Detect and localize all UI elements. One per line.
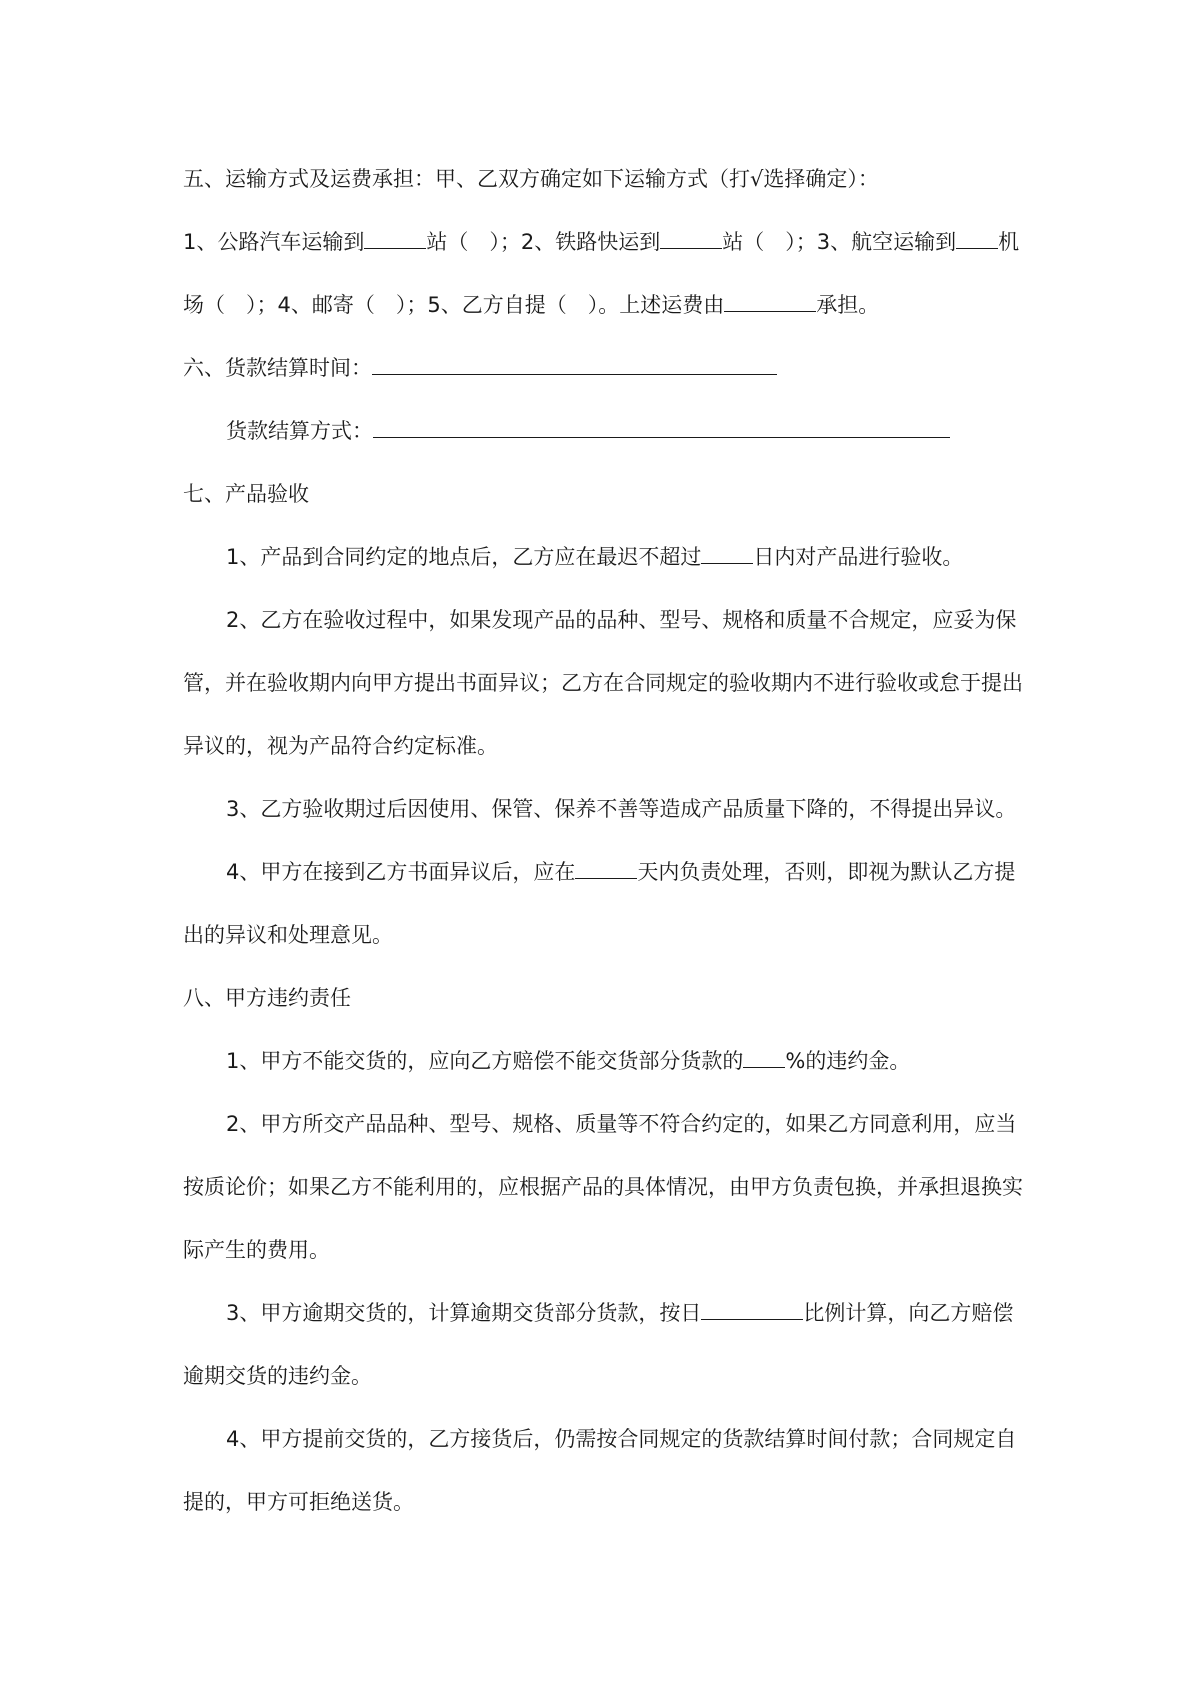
text-air-transport: 站（ ）；3、航空运输到 [722, 230, 957, 254]
clause-8-item-4-line-2 [183, 1487, 1033, 1517]
text-late-delivery: 3、甲方逾期交货的，计算逾期交货部分货款，按日 [226, 1301, 702, 1325]
paragraph-text: 2、乙方在验收过程中，如果发现产品的品种、型号、规格和质量不合规定，应妥为保 [226, 608, 1017, 632]
clause-8-heading [183, 983, 1033, 1013]
clause-7-item-2-line-3 [183, 731, 1033, 761]
clause-7-item-2-line-2 [183, 668, 1033, 698]
text-penalty-percent: %的违约金。 [785, 1049, 911, 1073]
settlement-time-blank[interactable] [372, 354, 777, 375]
clause-8-item-4-line-1 [226, 1424, 1033, 1454]
clause-8-item-2-line-1 [226, 1109, 1033, 1139]
clause-8-title: 八、甲方违约责任 [183, 986, 351, 1010]
clause-7-item-3 [226, 794, 1033, 824]
paragraph-text: 出的异议和处理意见。 [183, 923, 393, 947]
paragraph-text: 提的，甲方可拒绝送货。 [183, 1490, 414, 1514]
clause-8-item-3-line-2 [183, 1361, 1033, 1391]
clause-8-item-2-line-2 [183, 1172, 1033, 1202]
text-rail-transport: 站（ ）；2、铁路快运到 [426, 230, 661, 254]
text-bear: 承担。 [816, 293, 880, 317]
inspection-days-blank[interactable] [701, 543, 753, 564]
paragraph-text: 管，并在验收期内向甲方提出书面异议；乙方在合同规定的验收期内不进行验收或怠于提出 [183, 671, 1023, 695]
daily-rate-blank[interactable] [701, 1299, 803, 1320]
airport-blank[interactable] [956, 228, 998, 249]
clause-5-options-line-2 [183, 290, 1033, 320]
clause-5-heading [183, 164, 1033, 194]
clause-7-heading [183, 479, 1033, 509]
penalty-percent-blank[interactable] [743, 1047, 785, 1068]
text-road-transport: 1、公路汽车运输到 [183, 230, 365, 254]
clause-7-item-1 [226, 542, 1033, 572]
text-settlement-method: 货款结算方式： [226, 419, 373, 443]
clause-6-settlement-time [183, 353, 1033, 383]
text-inspection-within-days: 日内对产品进行验收。 [753, 545, 964, 569]
paragraph-text: 3、乙方验收期过后因使用、保管、保养不善等造成产品质量下降的，不得提出异议。 [226, 797, 1017, 821]
clause-5-options-line-1 [183, 227, 1033, 257]
text-airport-char: 机 [998, 230, 1020, 254]
clause-5-text: 五、运输方式及运费承担：甲、乙双方确定如下运输方式（打√选择确定）： [183, 167, 879, 191]
objection-days-blank[interactable] [575, 858, 637, 879]
text-settlement-time: 六、货款结算时间： [183, 356, 372, 380]
clause-7-item-4-line-2 [183, 920, 1033, 950]
text-freight-borne-by: 场（ ）；4、邮寄（ ）；5、乙方自提（ ）。上述运费由 [183, 293, 725, 317]
clause-8-item-2-line-3 [183, 1235, 1033, 1265]
rail-station-blank[interactable] [660, 228, 722, 249]
text-inspection-deadline: 1、产品到合同约定的地点后，乙方应在最迟不超过 [226, 545, 702, 569]
text-non-delivery-penalty: 1、甲方不能交货的，应向乙方赔偿不能交货部分货款的 [226, 1049, 744, 1073]
clause-7-title: 七、产品验收 [183, 482, 309, 506]
clause-7-item-4-line-1 [226, 857, 1033, 887]
clause-7-item-2-line-1 [226, 605, 1033, 635]
clause-8-item-3-line-1 [226, 1298, 1033, 1328]
clause-6-settlement-method [226, 416, 1033, 446]
paragraph-text: 逾期交货的违约金。 [183, 1364, 372, 1388]
paragraph-text: 4、甲方提前交货的，乙方接货后，仍需按合同规定的货款结算时间付款；合同规定自 [226, 1427, 1017, 1451]
paragraph-text: 按质论价；如果乙方不能利用的，应根据产品的具体情况，由甲方负责包换，并承担退换实 [183, 1175, 1023, 1199]
text-objection-handling: 4、甲方在接到乙方书面异议后，应在 [226, 860, 576, 884]
freight-payer-blank[interactable] [724, 291, 816, 312]
paragraph-text: 异议的，视为产品符合约定标准。 [183, 734, 498, 758]
text-objection-handling-rest: 天内负责处理，否则，即视为默认乙方提 [637, 860, 1016, 884]
paragraph-text: 2、甲方所交产品品种、型号、规格、质量等不符合约定的，如果乙方同意利用，应当 [226, 1112, 1017, 1136]
clause-8-item-1 [226, 1046, 1033, 1076]
text-late-delivery-rest: 比例计算，向乙方赔偿 [803, 1301, 1014, 1325]
paragraph-text: 际产生的费用。 [183, 1238, 330, 1262]
settlement-method-blank[interactable] [373, 417, 950, 438]
road-station-blank[interactable] [364, 228, 426, 249]
